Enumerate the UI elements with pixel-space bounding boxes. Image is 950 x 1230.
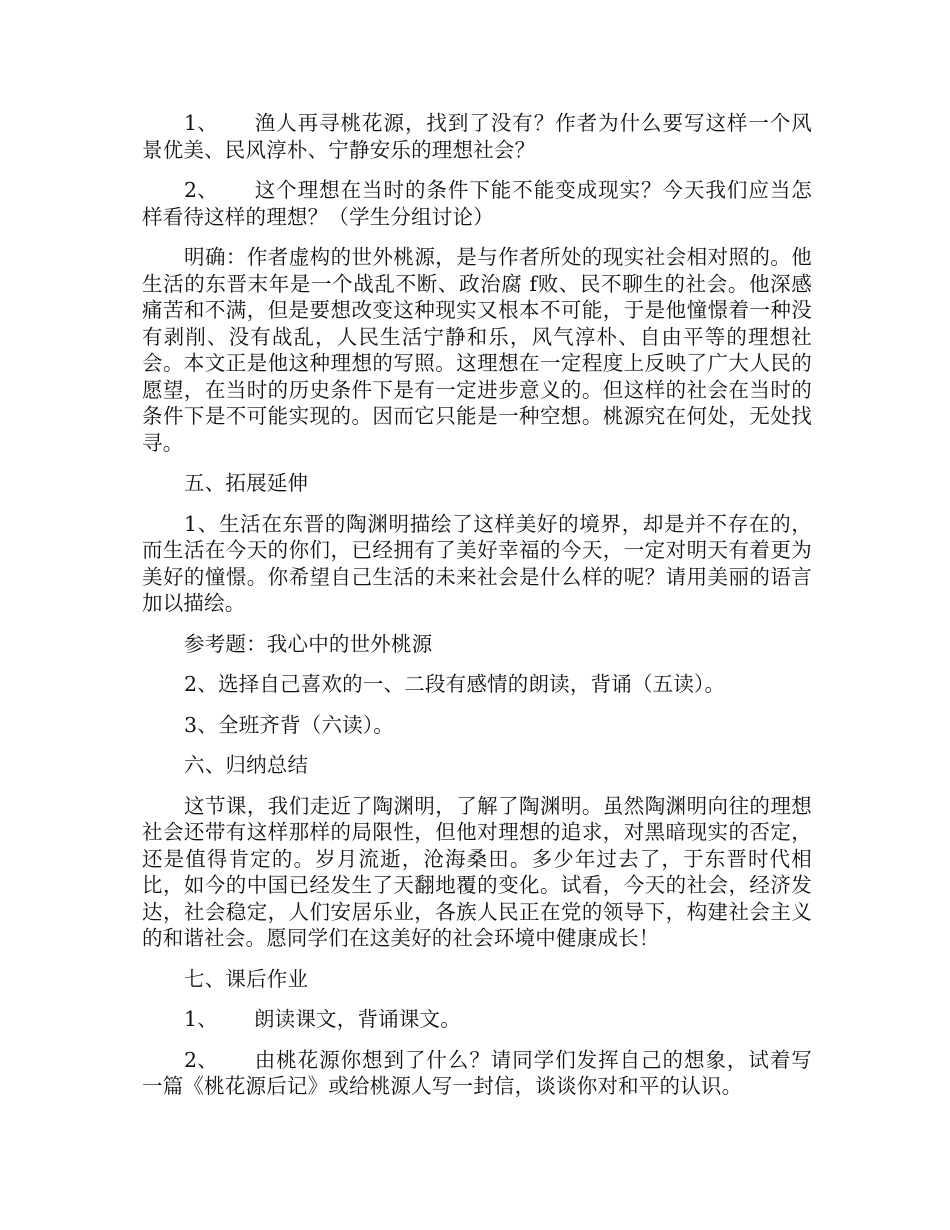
section-heading-extension: 五、拓展延伸 <box>184 471 309 495</box>
homework-item-2 <box>142 1047 812 1100</box>
extension-item-1: 1、生活在东晋的陶渊明描绘了这样美好的境界，却是并不存在的，而生活在今天的你们，已经拥有了美好幸福的今天，一定对明天有着更为美好的憧憬。你希望自己生活的未来社会是什么样的呢？请用美丽的语言加以描绘。 <box>142 511 812 615</box>
summary-paragraph: 这节课，我们走近了陶渊明，了解了陶渊明。虽然陶渊明向往的理想社会还带有这样那样的局限性，但他对理想的追求，对黑暗现实的否定，还是值得肯定的。岁月流逝，沧海桑田。多少年过去了，于东晋时代相比，如今的中国已经发生了天翻地覆的变化。试看，今天的社会，经济发达，社会稳定，人们安居乐业，各族人民正在党的领导下，构建社会主义的和谐社会。愿同学们在这美好的社会环境中健康成长！ <box>142 793 812 950</box>
section-heading-homework: 七、课后作业 <box>184 966 309 991</box>
item-number: 1、 <box>184 1007 218 1031</box>
homework-text: 朗读课文，背诵课文。 <box>253 1007 461 1031</box>
homework-item-1 <box>142 1006 812 1033</box>
homework-text: 由桃花源你想到了什么？请同学们发挥自己的想象，试着写一篇《桃花源后记》或给桃源人写一封信，谈谈你对和平的认识。 <box>142 1047 812 1098</box>
reference-topic: 参考题：我心中的世外桃源 <box>184 631 433 656</box>
section-heading-summary: 六、归纳总结 <box>184 753 309 777</box>
answer-paragraph: 明确：作者虚构的世外桃源，是与作者所处的现实社会相对照的。他生活的东晋末年是一个战乱不断、政治腐 f败、民不聊生的社会。他深感痛苦和不满，但是要想改变这种现实又根本不可能，于是他憧憬着一种没有剥削、没有战乱，人民生活宁静和乐，风气淳朴、自由平等的理想社会。本文正是他这种理想的写照。这理想在一定程度上反映了广大人民的愿望，在当时的历史条件下是有一定进步意义的。但这样的社会在当时的条件下是不可能实现的。因而它只能是一种空想。桃源究在何处，无处找寻。 <box>142 245 812 455</box>
question-2 <box>142 177 812 230</box>
extension-item-3: 3、全班齐背（六读）。 <box>184 712 394 737</box>
item-number: 1、 <box>184 111 218 135</box>
question-text: 渔人再寻桃花源，找到了没有？作者为什么要写这样一个风景优美、民风淳朴、宁静安乐的理想社会？ <box>142 111 812 162</box>
item-number: 2、 <box>184 178 218 202</box>
question-1 <box>142 110 812 163</box>
document-page <box>142 110 812 1114</box>
extension-item-2: 2、选择自己喜欢的一、二段有感情的朗读，背诵（五读）。 <box>184 672 726 696</box>
item-number: 2、 <box>184 1047 218 1072</box>
question-text: 这个理想在当时的条件下能不能变成现实？今天我们应当怎样看待这样的理想？（学生分组讨论） <box>142 178 812 229</box>
